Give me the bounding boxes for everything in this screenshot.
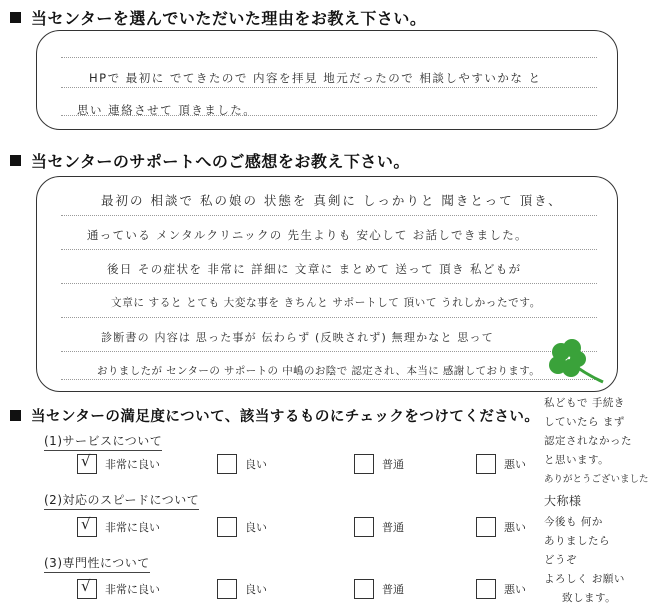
- option-label: 悪い: [504, 521, 526, 534]
- checkbox[interactable]: [476, 517, 496, 537]
- option-label: 良い: [245, 521, 267, 534]
- checkbox[interactable]: [476, 454, 496, 474]
- impression-line-5: 診断書の 内容は 思った事が 伝わらず (反映されず) 無理かなと 思って: [101, 331, 494, 344]
- satisfaction-title-text: 当センターの満足度について、該当するものにチェックをつけてください。: [31, 409, 540, 425]
- option-label: 非常に良い: [105, 458, 160, 471]
- impression-line-6: おりましたが センターの サポートの 中嶋のお陰で 認定され、本当に 感謝しております。: [97, 365, 541, 377]
- black-square-icon: [10, 12, 21, 23]
- side-note-line-5: ありがとうございました: [544, 474, 649, 485]
- black-square-icon: [10, 155, 21, 166]
- side-note-line-9: どうぞ: [544, 554, 577, 566]
- category-speed: (2)対応のスピードについて: [44, 491, 199, 510]
- option-label: 普通: [382, 521, 404, 534]
- reason-line-2: 思い 連絡させて 頂きました。: [77, 103, 257, 117]
- checkbox[interactable]: [77, 579, 97, 599]
- side-note-line-4: と思います。: [544, 454, 610, 466]
- side-note-line-2: していたら まず: [544, 416, 625, 428]
- impression-line-3: 後日 その症状を 非常に 詳細に 文章に まとめて 送って 頂き 私どもが: [107, 262, 522, 276]
- option-very-good-speed[interactable]: [77, 516, 160, 538]
- option-normal-speed[interactable]: [354, 516, 404, 538]
- side-note-line-10: よろしく お願い: [544, 573, 625, 585]
- impression-line-1: 最初の 相談で 私の娘の 状態を 真剣に しっかりと 聞きとって 頂き、: [101, 193, 563, 208]
- impression-line-2: 通っている メンタルクリニックの 先生よりも 安心して お話しできました。: [87, 228, 528, 242]
- checkbox[interactable]: [217, 579, 237, 599]
- option-normal-expertise[interactable]: [354, 578, 404, 600]
- option-label: 良い: [245, 583, 267, 596]
- checkbox[interactable]: [77, 517, 97, 537]
- reason-title-text: 当センターを選んでいただいた理由をお教え下さい。: [31, 9, 427, 28]
- option-label: 良い: [245, 458, 267, 471]
- reason-answer-box: [36, 30, 618, 130]
- option-good-service[interactable]: [217, 453, 267, 475]
- check-mark-icon: √: [81, 452, 91, 470]
- side-note-line-11: 致します。: [562, 592, 617, 604]
- impression-title-text: 当センターのサポートへのご感想をお教え下さい。: [31, 152, 410, 171]
- option-bad-expertise[interactable]: [476, 578, 526, 600]
- four-leaf-clover-icon: [545, 338, 609, 390]
- impression-answer-box: [36, 176, 618, 392]
- option-label: 非常に良い: [105, 583, 160, 596]
- option-bad-speed[interactable]: [476, 516, 526, 538]
- check-mark-icon: √: [81, 515, 91, 533]
- reason-line-1: HPで 最初に でてきたので 内容を拝見 地元だったので 相談しやすいかな と: [89, 71, 542, 85]
- checkbox[interactable]: [354, 454, 374, 474]
- checkbox[interactable]: [476, 579, 496, 599]
- side-note-line-8: ありましたら: [544, 535, 610, 547]
- check-mark-icon: √: [81, 577, 91, 595]
- impression-section-title: [10, 149, 410, 172]
- satisfaction-section-title: [10, 405, 539, 426]
- reason-section-title: [10, 6, 426, 29]
- option-label: 悪い: [504, 458, 526, 471]
- black-square-icon: [10, 410, 21, 421]
- option-label: 悪い: [504, 583, 526, 596]
- side-note-line-3: 認定されなかった: [544, 435, 632, 447]
- impression-line-4: 文章に すると とても 大変な事を きちんと サポートして 頂いて うれしかったです。: [111, 297, 541, 309]
- option-bad-service[interactable]: [476, 453, 526, 475]
- checkbox[interactable]: [354, 579, 374, 599]
- category-expertise: (3)専門性について: [44, 554, 150, 573]
- option-normal-service[interactable]: [354, 453, 404, 475]
- checkbox[interactable]: [77, 454, 97, 474]
- option-label: 非常に良い: [105, 521, 160, 534]
- option-very-good-service[interactable]: [77, 453, 160, 475]
- checkbox[interactable]: [354, 517, 374, 537]
- checkbox[interactable]: [217, 454, 237, 474]
- option-good-expertise[interactable]: [217, 578, 267, 600]
- side-note-line-1: 私どもで 手続き: [544, 397, 625, 409]
- checkbox[interactable]: [217, 517, 237, 537]
- category-service: (1)サービスについて: [44, 432, 162, 451]
- option-very-good-expertise[interactable]: [77, 578, 160, 600]
- option-label: 普通: [382, 583, 404, 596]
- side-note-line-6: 大称様: [544, 494, 582, 508]
- option-label: 普通: [382, 458, 404, 471]
- option-good-speed[interactable]: [217, 516, 267, 538]
- side-note-line-7: 今後も 何か: [544, 516, 603, 528]
